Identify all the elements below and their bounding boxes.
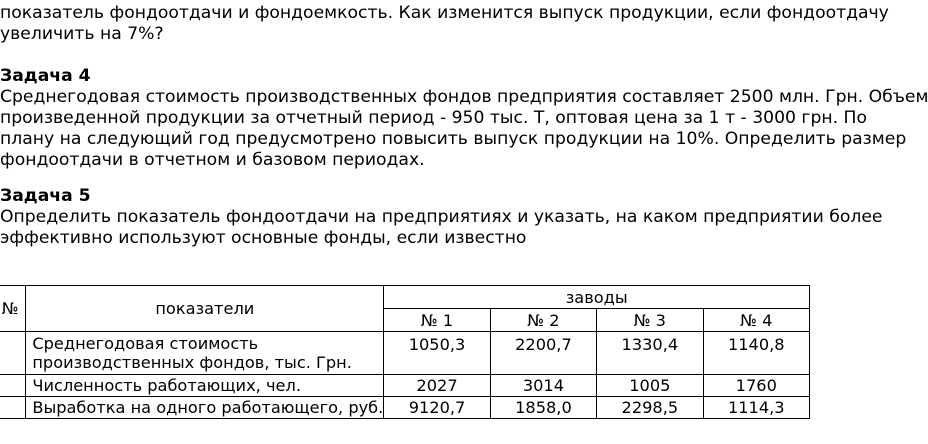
header-plant-1: № 1	[384, 309, 490, 332]
table-row	[0, 332, 810, 375]
table-cell: 1005	[597, 375, 703, 397]
row-number	[0, 397, 26, 419]
task4-line-1: Среднегодовая стоимость производственных фондов предприятия составляет 2500 млн. Грн. Объем	[0, 87, 928, 107]
task5-line-1: Определить показатель фондоотдачи на предприятиях и указать, на каком предприятии более	[0, 207, 883, 227]
table-cell: 2200,7	[490, 332, 596, 375]
row-number	[0, 332, 26, 375]
table-cell: 1858,0	[490, 397, 596, 419]
header-plant-3: № 3	[597, 309, 703, 332]
row-label	[26, 332, 384, 375]
intro-line-1: показатель фондоотдачи и фондоемкость. Как изменится выпуск продукции, если фондоотдачу	[0, 3, 889, 23]
table-cell: 1330,4	[597, 332, 703, 375]
header-plant-4: № 4	[703, 309, 809, 332]
table-row	[0, 397, 810, 419]
table-cell: 1114,3	[703, 397, 809, 419]
task4-line-3: плану на следующий год предусмотрено повысить выпуск продукции на 10%. Определить размер	[0, 129, 907, 149]
task4-title: Задача 4	[0, 66, 91, 86]
table-cell: 3014	[490, 375, 596, 397]
header-plants: заводы	[384, 286, 810, 309]
task4-line-2: произведенной продукции за отчетный период - 950 тыс. Т, оптовая цена за 1 т - 3000 грн. По	[0, 108, 867, 128]
task4-line-4: фондоотдачи в отчетном и базовом периодах.	[0, 150, 425, 170]
table-cell: 2298,5	[597, 397, 703, 419]
row-label: Численность работающих, чел.	[26, 375, 384, 397]
task5-line-2: эффективно используют основные фонды, если известно	[0, 228, 527, 248]
header-plant-2: № 2	[490, 309, 596, 332]
row-label-line-1: Среднегодовая стоимость	[32, 334, 259, 353]
table-cell: 1140,8	[703, 332, 809, 375]
table-cell: 1050,3	[384, 332, 490, 375]
table-cell: 9120,7	[384, 397, 490, 419]
table-row	[0, 375, 810, 397]
task5-title: Задача 5	[0, 186, 91, 206]
table-cell: 2027	[384, 375, 490, 397]
table-header-row	[0, 286, 810, 309]
row-number	[0, 375, 26, 397]
row-label: Выработка на одного работающего, руб.	[26, 397, 384, 419]
table-cell: 1760	[703, 375, 809, 397]
plants-table	[0, 285, 810, 419]
row-label-line-2: производственных фондов, тыс. Грн.	[32, 353, 352, 372]
header-indicators: показатели	[26, 286, 384, 332]
header-number: №	[0, 286, 26, 332]
intro-line-2: увеличить на 7%?	[0, 24, 164, 44]
